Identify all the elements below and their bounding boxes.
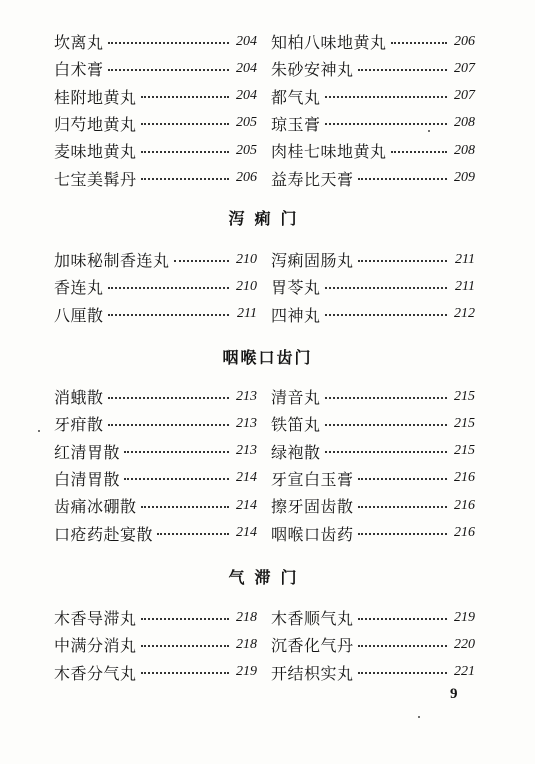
entry-page-number: 218: [236, 609, 257, 625]
dot-leader: [124, 478, 229, 480]
entry-title: 牙宣白玉膏: [271, 469, 354, 489]
entry-page-number: 211: [455, 251, 475, 267]
toc-row: [0, 604, 535, 631]
entry-page-number: 210: [236, 278, 257, 294]
dot-leader: [108, 424, 229, 426]
dot-leader: [141, 151, 229, 153]
dot-leader: [141, 96, 229, 98]
entry-page-number: 213: [236, 388, 257, 404]
toc-entry[interactable]: [271, 246, 475, 273]
toc-entry[interactable]: [54, 604, 257, 631]
toc-entry[interactable]: [271, 110, 475, 137]
page-number: 9: [450, 686, 458, 702]
entry-title: 擦牙固齿散: [271, 497, 354, 517]
entry-title: 齿痛冰硼散: [54, 497, 137, 517]
entry-title: 口疮药赴宴散: [54, 524, 154, 544]
entry-title: 红清胃散: [54, 442, 121, 462]
entry-title: 开结枳实丸: [271, 663, 354, 683]
toc-row: [0, 659, 535, 686]
entry-page-number: 214: [236, 470, 257, 486]
entry-page-number: 212: [454, 306, 475, 322]
section-heading: 气滞门: [228, 568, 307, 587]
dot-leader: [325, 397, 447, 399]
dot-leader: [141, 645, 229, 647]
toc-row: [0, 273, 535, 300]
toc-entry[interactable]: [271, 631, 475, 658]
entry-title: 消蛾散: [54, 388, 104, 407]
entry-page-number: 216: [454, 497, 475, 513]
entry-page-number: 205: [236, 142, 257, 158]
toc-entry[interactable]: [54, 520, 257, 547]
entry-title: 清音丸: [271, 388, 321, 407]
toc-row: [0, 520, 535, 547]
dot-leader: [358, 478, 447, 480]
dot-leader: [391, 151, 447, 153]
print-speck: [428, 130, 430, 132]
toc-row: [0, 110, 535, 137]
entry-page-number: 204: [236, 88, 257, 104]
toc-entry[interactable]: [271, 83, 475, 110]
entry-page-number: 206: [236, 170, 257, 185]
entry-title: 益寿比天膏: [271, 169, 354, 189]
dot-leader: [358, 533, 447, 535]
toc-row: [0, 165, 535, 192]
dot-leader: [325, 424, 447, 426]
toc-entry[interactable]: [271, 383, 475, 410]
toc-entry[interactable]: [54, 165, 257, 192]
toc-entry[interactable]: [271, 28, 475, 55]
toc-entry[interactable]: [54, 383, 257, 410]
dot-leader: [141, 123, 229, 125]
entry-title: 木香分气丸: [54, 663, 137, 683]
toc-entry[interactable]: [54, 465, 257, 492]
dot-leader: [108, 287, 229, 289]
section-heading: 咽喉口齿门: [222, 348, 313, 367]
entry-page-number: 204: [236, 60, 257, 76]
entry-title: 木香顺气丸: [271, 609, 354, 628]
section-heading: 泻痢门: [228, 209, 307, 228]
toc-row: [0, 631, 535, 658]
dot-leader: [358, 260, 447, 262]
toc-entry[interactable]: [54, 410, 257, 437]
dot-leader: [391, 42, 447, 44]
entry-title: 归芍地黄丸: [54, 114, 137, 134]
toc-row: [0, 301, 535, 328]
entry-title: 泻痢固肠丸: [271, 251, 354, 270]
toc-row: [0, 83, 535, 110]
toc-entry[interactable]: [54, 659, 257, 686]
dot-leader: [141, 178, 229, 180]
toc-entry[interactable]: [54, 55, 257, 82]
entry-page-number: 216: [454, 525, 475, 540]
dot-leader: [358, 69, 447, 71]
entry-page-number: 208: [454, 115, 475, 131]
toc-row: [0, 492, 535, 519]
entry-title: 知柏八味地黄丸: [271, 33, 387, 52]
dot-leader: [157, 533, 229, 535]
dot-leader: [325, 314, 447, 316]
toc-row: [0, 383, 535, 410]
dot-leader: [141, 618, 229, 620]
dot-leader: [358, 672, 447, 674]
toc-entry[interactable]: [271, 659, 475, 686]
entry-page-number: 219: [454, 609, 475, 625]
entry-title: 铁笛丸: [271, 415, 321, 435]
entry-page-number: 216: [454, 470, 475, 486]
toc-entry[interactable]: [54, 273, 257, 300]
dot-leader: [325, 96, 447, 98]
entry-title: 四神丸: [271, 305, 321, 325]
entry-page-number: 214: [236, 497, 257, 513]
entry-title: 香连丸: [54, 278, 104, 298]
dot-leader: [358, 506, 447, 508]
print-speck: [418, 716, 420, 718]
entry-page-number: 208: [454, 142, 475, 158]
toc-entry[interactable]: [271, 273, 475, 300]
toc-entry[interactable]: [54, 246, 257, 273]
dot-leader: [174, 260, 229, 262]
toc-entry[interactable]: [271, 438, 475, 465]
toc-entry[interactable]: [271, 520, 475, 547]
print-speck: [38, 430, 40, 432]
entry-page-number: 215: [454, 415, 475, 431]
entry-title: 绿袍散: [271, 442, 321, 462]
entry-page-number: 204: [236, 33, 257, 49]
toc-entry[interactable]: [271, 492, 475, 519]
dot-leader: [141, 506, 229, 508]
entry-page-number: 205: [236, 115, 257, 131]
dot-leader: [358, 645, 447, 647]
entry-title: 咽喉口齿药: [271, 524, 354, 544]
entry-title: 白术膏: [54, 60, 104, 80]
toc-row: [0, 246, 535, 273]
toc-entry[interactable]: [54, 137, 257, 164]
entry-page-number: 220: [454, 636, 475, 652]
toc-row: [0, 55, 535, 82]
dot-leader: [108, 314, 229, 316]
toc-entry[interactable]: [54, 28, 257, 55]
toc-row: [0, 410, 535, 437]
entry-page-number: 221: [454, 664, 475, 680]
entry-title: 坎离丸: [54, 33, 104, 52]
entry-page-number: 213: [236, 415, 257, 431]
toc-entry[interactable]: [54, 301, 257, 328]
dot-leader: [325, 451, 447, 453]
dot-leader: [325, 287, 447, 289]
toc-entry[interactable]: [271, 604, 475, 631]
entry-page-number: 214: [236, 525, 257, 540]
toc-entry[interactable]: [271, 55, 475, 82]
entry-title: 琼玉膏: [271, 114, 321, 134]
entry-title: 七宝美髯丹: [54, 169, 137, 189]
dot-leader: [141, 672, 229, 674]
entry-title: 麦味地黄丸: [54, 142, 137, 162]
entry-page-number: 215: [454, 388, 475, 404]
entry-title: 朱砂安神丸: [271, 60, 354, 80]
toc-row: [0, 465, 535, 492]
entry-page-number: 207: [454, 60, 475, 76]
toc-entry[interactable]: [54, 110, 257, 137]
entry-title: 桂附地黄丸: [54, 87, 137, 107]
entry-page-number: 218: [236, 636, 257, 652]
entry-title: 中满分消丸: [54, 636, 137, 656]
dot-leader: [358, 618, 447, 620]
entry-title: 八厘散: [54, 305, 104, 325]
toc-entry[interactable]: [54, 83, 257, 110]
entry-title: 牙疳散: [54, 415, 104, 435]
toc-entry[interactable]: [271, 137, 475, 164]
entry-title: 都气丸: [271, 87, 321, 107]
entry-page-number: 219: [236, 664, 257, 680]
toc-row: [0, 137, 535, 164]
dot-leader: [124, 451, 229, 453]
entry-title: 白清胃散: [54, 469, 121, 489]
toc-entry[interactable]: [271, 165, 475, 192]
entry-title: 胃苓丸: [271, 278, 321, 298]
toc-entry[interactable]: [54, 631, 257, 658]
dot-leader: [108, 42, 229, 44]
entry-page-number: 215: [454, 443, 475, 459]
entry-page-number: 206: [454, 33, 475, 49]
toc-entry[interactable]: [54, 438, 257, 465]
entry-title: 沉香化气丹: [271, 636, 354, 656]
entry-title: 加味秘制香连丸: [54, 251, 170, 270]
entry-page-number: 211: [237, 306, 257, 322]
entry-title: 肉桂七味地黄丸: [271, 142, 387, 162]
entry-page-number: 211: [455, 278, 475, 294]
entry-page-number: 213: [236, 443, 257, 459]
dot-leader: [108, 397, 229, 399]
toc-row: [0, 438, 535, 465]
entry-title: 木香导滞丸: [54, 609, 137, 628]
dot-leader: [108, 69, 229, 71]
toc-entry[interactable]: [54, 492, 257, 519]
toc-row: [0, 28, 535, 55]
entry-page-number: 207: [454, 88, 475, 104]
toc-entry[interactable]: [271, 465, 475, 492]
entry-page-number: 210: [236, 251, 257, 267]
toc-entry[interactable]: [271, 410, 475, 437]
dot-leader: [325, 123, 447, 125]
toc-entry[interactable]: [271, 301, 475, 328]
entry-page-number: 209: [454, 170, 475, 185]
dot-leader: [358, 178, 447, 180]
